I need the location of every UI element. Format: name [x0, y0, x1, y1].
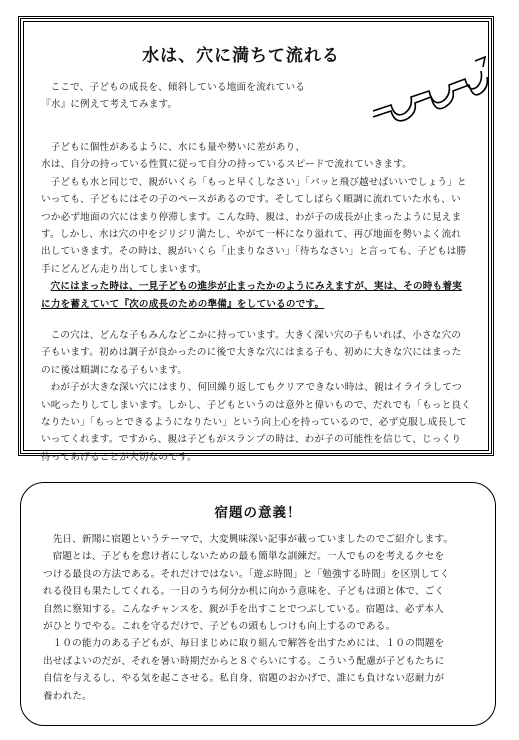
- main-paragraphs-2: [41, 327, 493, 466]
- paragraph-line: 手にどんどん走り出してしまいます。: [41, 263, 207, 275]
- paragraph-line: 出していきます。その時は、親がいくら「止まりなさい」「待ちなさい」と言っても、子どもは勝: [41, 246, 467, 258]
- paragraph-line: 自然に察知する。こんなチャンスを、親が手を出すことでつぶしている。宿題は、必ず本人: [43, 603, 444, 615]
- paragraph-line: のに後は順調になる子もいます。: [41, 364, 188, 376]
- homework-title: 宿題の意義！: [214, 505, 302, 521]
- paragraph-line: つける最良の方法である。それだけではない。「遊ぶ時間」と「勉強する時間」を区別してく: [43, 568, 450, 580]
- article-box-homework: [20, 482, 496, 726]
- paragraph-line: なりたい」「もっとできるようになりたい」という向上心を持っているので、必ず克服し成長して: [41, 417, 467, 429]
- intro-line: 『水』に例えて考えてみます。: [41, 99, 178, 111]
- paragraph-line: 出せばよいのだが、それを暑い時期だからと８ぐらいにする。こういう配慮が子どもたちに: [43, 655, 445, 667]
- paragraph-line: 待ってあげることが大切なのです。: [41, 451, 197, 463]
- intro-paragraph: [41, 79, 481, 114]
- paragraph-line: い叱ったりしてしまいます。しかし、子どもというのは意外と偉いもので、だれでも「もっと良く: [41, 399, 471, 411]
- paragraph-line: れる役目も果たしてくれる。一日のうち何分か机に向かう意味を、子どもは頭と体で、ごく: [43, 586, 445, 598]
- paragraph-line: す。しかし、水は穴の中をジリジリ満たし、やがて一杯になり溢れて、再び地面を勢いよく流れ: [41, 229, 462, 241]
- article-box-water: [18, 16, 494, 463]
- paragraph-line: １０の能力のある子どもが、毎日まじめに取り組んで解答を出すためには、１０の問題を: [52, 638, 445, 650]
- paragraph-line: この穴は、どんな子もみんなどこかに持っています。大きく深い穴の子もいれば、小さな穴の: [50, 330, 462, 341]
- paragraph-line: 養われた。: [43, 690, 92, 702]
- paragraph-line: 子どもに個性があるように、水にも量や勢いに差があり、: [50, 142, 306, 153]
- paragraph-line: つか必ず地面の穴にはまり停滞します。こんな時、親は、わが子の成長が止まったように見えま: [41, 211, 462, 223]
- underlined-line: に力を蓄えていて『次の成長のための準備』をしているのです。: [41, 298, 325, 310]
- article-title: 水は、穴に満ちて流れる: [142, 46, 340, 66]
- intro-line: ここで、子どもの成長を、傾斜している地面を流れている: [50, 82, 306, 93]
- paragraph-line: わが子が大きな深い穴にはまり、何回繰り返してもクリアできない時は、親はイライラしてつ: [50, 382, 462, 394]
- main-paragraphs: [41, 139, 493, 313]
- homework-paragraphs: [43, 531, 483, 705]
- paragraph-line: 子もいます。初めは調子が良かったのに後で大きな穴にはまる子も、初めに大きな穴にはまった: [41, 347, 462, 359]
- paragraph-line: 宿題とは、子どもを怠け者にしないための最も簡単な訓練だ。一人でものを考えるクセを: [52, 551, 445, 563]
- paragraph-line: いっても、子どもにはその子のペースがあるのです。そしてしばらく順調に流れていた水も、い: [41, 194, 461, 206]
- paragraph-line: 先日、新聞に宿題というテーマで、大変興味深い記事が載っていましたのでご紹介します。: [52, 534, 454, 545]
- paragraph-line: いってくれます。ですから、親は子どもがスランプの時は、わが子の可能性を信じて、じっくり: [41, 434, 462, 446]
- paragraph-line: 水は、自分の持っている性質に従って自分の持っているスピードで流れていきます。: [41, 159, 413, 171]
- paragraph-line: 子どもも水と同じで、親がいくら「もっと早くしなさい」「パッと飛び越せばいいでしょう」と: [50, 176, 467, 188]
- underlined-line: 穴にはまった時は、一見子どもの進歩が止まったかのようにみえますが、実は、その時も着実: [50, 281, 462, 293]
- article-box-inner: [31, 27, 481, 463]
- paragraph-line: 自信を与えるし、やる気を起こさせる。私自身、宿題のおかげで、誰にも負けない忍耐力が: [43, 673, 445, 685]
- paragraph-line: がひとりでやる。これを守るだけで、子どもの頭もしつけも向上するのである。: [43, 621, 396, 633]
